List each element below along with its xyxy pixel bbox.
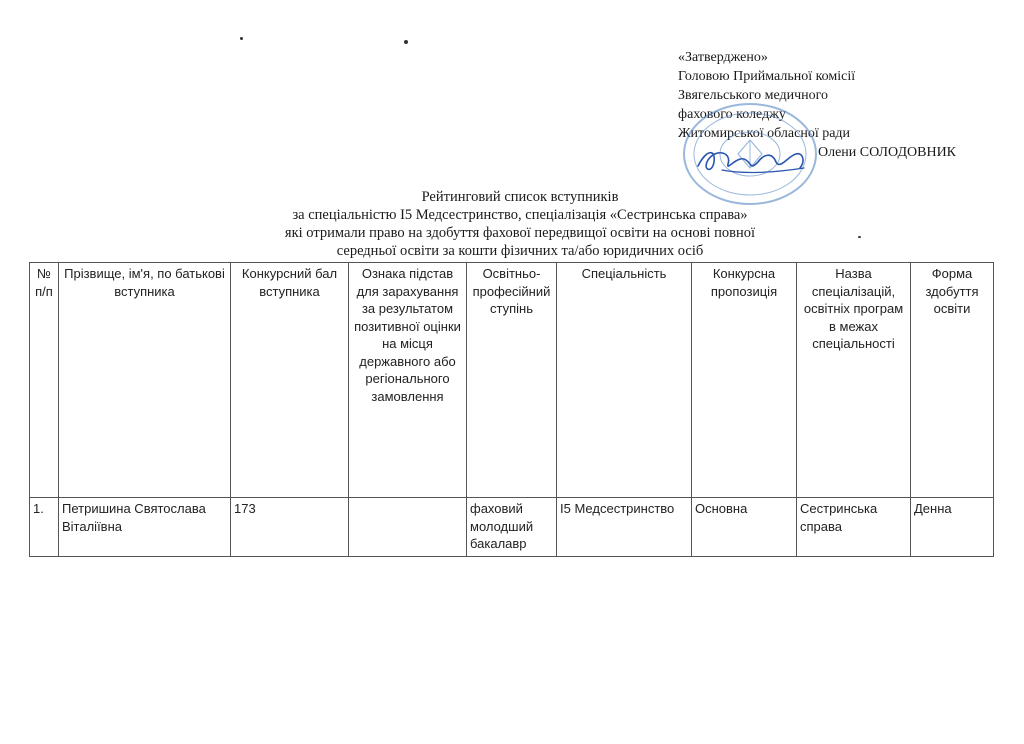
header-name: Прізвище, ім'я, по батькові вступника — [59, 263, 231, 498]
cell-specialty: І5 Медсестринство — [557, 498, 692, 557]
cell-offer: Основна — [692, 498, 797, 557]
approval-org-line1: Звягельського медичного — [678, 88, 829, 103]
header-form: Форма здобуття освіти — [911, 263, 994, 498]
approval-position: Головою Приймальної комісії — [678, 69, 856, 84]
signature — [692, 140, 812, 180]
header-specialty: Спеціальність — [557, 263, 692, 498]
scan-speck — [404, 40, 408, 44]
cell-form: Денна — [911, 498, 994, 557]
cell-name: Петришина Святослава Віталіївна — [59, 498, 231, 557]
cell-score: 173 — [231, 498, 349, 557]
header-score: Конкурсний бал вступника — [231, 263, 349, 498]
title-line-1: Рейтинговий список вступників — [421, 189, 619, 205]
title-line-2: за спеціальністю І5 Медсестринство, спеціалізація «Сестринська справа» — [292, 207, 748, 223]
approval-org-line2: фахового коледжу — [678, 107, 786, 122]
title-line-4: середньої освіти за кошти фізичних та/або юридичних осіб — [336, 243, 704, 259]
scan-speck — [240, 37, 243, 40]
rating-table — [29, 262, 994, 557]
document-title — [200, 188, 840, 260]
approval-signatory: Олени СОЛОДОВНИК — [818, 145, 957, 160]
cell-program: Сестринська справа — [797, 498, 911, 557]
scan-speck — [858, 236, 861, 238]
cell-number: 1. — [30, 498, 59, 557]
header-offer: Конкурсна пропозиція — [692, 263, 797, 498]
title-line-3: які отримали право на здобуття фахової передвищої освіти на основі повної — [284, 225, 756, 241]
cell-degree: фаховий молодший бакалавр — [467, 498, 557, 557]
header-number: № п/п — [30, 263, 59, 498]
header-degree: Освітньо-професійний ступінь — [467, 263, 557, 498]
approval-label: «Затверджено» — [678, 50, 768, 65]
approval-org-line3: Житомирської обласної ради — [678, 126, 851, 141]
table-header-row — [30, 263, 994, 498]
table-row — [30, 498, 994, 557]
header-program: Назва спеціалізацій, освітніх програм в межах спеціальності — [797, 263, 911, 498]
header-basis: Ознака підстав для зарахування за результатом позитивної оцінки на місця державного або регіонального замовлення — [349, 263, 467, 498]
cell-basis — [349, 498, 467, 557]
